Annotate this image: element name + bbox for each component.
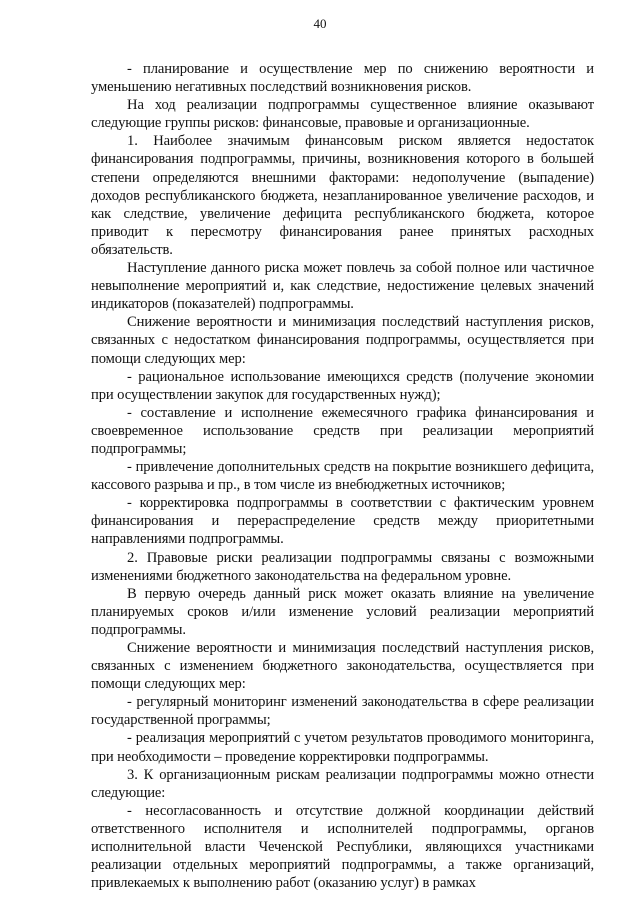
paragraph: Снижение вероятности и минимизация последствий наступления рисков, связанных с недостатком финансирования подпрограммы, осуществляется при помощи следующих мер: — [91, 314, 594, 367]
list-item: - регулярный мониторинг изменений законодательства в сфере реализации государственной программы; — [91, 694, 594, 729]
paragraph: Наступление данного риска может повлечь за собой полное или частичное невыполнение мероприятий и, как следствие, недостижение целевых значений индикаторов (показателей) подпрограммы. — [91, 260, 594, 313]
paragraph: 1. Наиболее значимым финансовым риском является недостаток финансирования подпрограммы, причины, возникновения которого в большей степени определяются внешними факторами: недополучение (выпадение) доходов республиканского бюджета, незапланированное увеличение расходов, и как следствие, увеличение дефицита республиканского бюджета, которое приводит к пересмотру финансирования ранее принятых расходных обязательств. — [91, 133, 594, 258]
page-number: 40 — [313, 16, 327, 31]
list-item: - несогласованность и отсутствие должной координации действий ответственного исполнителя и исполнителей подпрограммы, органов исполнительной власти Чеченской Республики, являющихся участниками реализации отдельных мероприятий подпрограммы, а также организаций, привлекаемых к выполнению работ (оказанию услуг) в рамках — [91, 802, 594, 892]
paragraph: Снижение вероятности и минимизация последствий наступления рисков, связанных с изменением бюджетного законодательства, осуществляется при помощи следующих мер: — [91, 640, 594, 693]
list-item: - рациональное использование имеющихся средств (получение экономии при осуществлении закупок для государственных нужд); — [91, 368, 594, 403]
list-item: - корректировка подпрограммы в соответствии с фактическим уровнем финансирования и перераспределение средств между приоритетными направлениями подпрограммы. — [91, 495, 594, 548]
paragraph: На ход реализации подпрограммы существенное влияние оказывают следующие группы рисков: финансовые, правовые и организационные. — [91, 97, 594, 132]
paragraph: - планирование и осуществление мер по снижению вероятности и уменьшению негативных последствий возникновения рисков. — [91, 61, 594, 96]
paragraph: 2. Правовые риски реализации подпрограммы связаны с возможными изменениями бюджетного законодательства на федеральном уровне. — [91, 549, 594, 584]
paragraph: В первую очередь данный риск может оказать влияние на увеличение планируемых сроков и/или изменение условий реализации мероприятий подпрограммы. — [91, 585, 594, 638]
paragraph: 3. К организационным рискам реализации подпрограммы можно отнести следующие: — [91, 766, 594, 801]
list-item: - составление и исполнение ежемесячного графика финансирования и своевременное использование средств при реализации мероприятий подпрограммы; — [91, 404, 594, 457]
list-item: - привлечение дополнительных средств на покрытие возникшего дефицита, кассового разрыва и пр., в том числе из внебюджетных источников; — [91, 459, 594, 494]
list-item: - реализация мероприятий с учетом результатов проводимого мониторинга, при необходимости – проведение корректировки подпрограммы. — [91, 730, 594, 765]
document-body — [91, 60, 594, 892]
